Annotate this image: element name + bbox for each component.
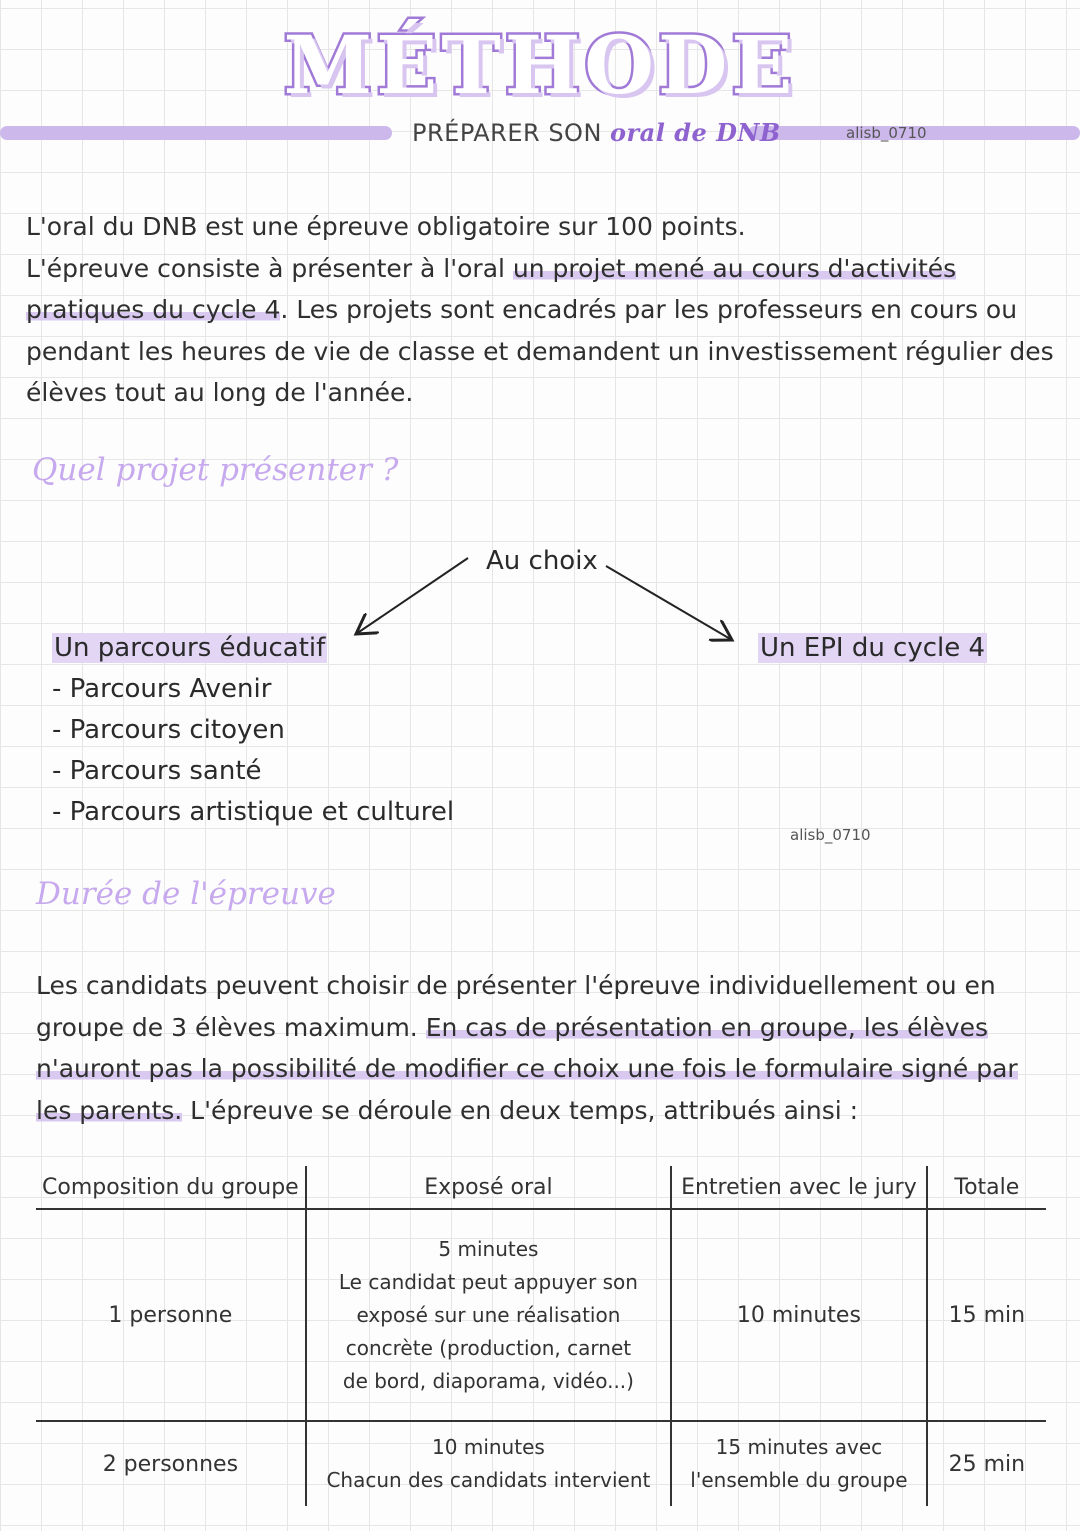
header-cell: Exposé oral [306,1166,671,1209]
duration-paragraph [36,965,1046,1131]
arrow-left [356,558,468,634]
list-item: - Parcours artistique et culturel [52,797,455,827]
cell-total: 15 min [948,1302,1026,1328]
section-heading-duration: Durée de l'épreuve [36,876,336,912]
choice-label: Au choix [486,546,598,576]
author-credit: alisb_0710 [846,124,927,142]
intro-line2 [26,248,1056,414]
cell-group: 2 personnes [36,1421,306,1506]
duration-text-end: L'épreuve se déroule en deux temps, attribués ainsi : [190,1095,859,1125]
intro-highlight: un projet mené au cours d'activités pratiques du cycle 4 [26,253,957,324]
table-header-row [36,1166,1046,1209]
intro-line1: L'oral du DNB est une épreuve obligatoire sur 100 points. [26,212,746,241]
arrow-right [606,566,732,640]
duration-table [36,1166,1046,1506]
intro-paragraph [26,206,1056,414]
header-band-left [0,126,392,140]
cell-entretien: 15 minutes avec l'ensemble du groupe [671,1421,927,1506]
intro-text-end: . Les projets sont encadrés par les professeurs en cours ou pendant les heures de vie de classe et demandent un investissement régulier des élèves tout au long de l'année. [26,295,1054,407]
table-row [36,1209,1046,1421]
parcours-title-text: Un parcours éducatif [54,633,326,663]
duration-highlight: En cas de présentation en groupe, les élèves n'auront pas la possibilité de modifier ce choix une fois le formulaire signé par les parents. [36,1012,1018,1125]
epi-option [758,628,987,669]
cell-group: 1 personne [36,1209,306,1421]
cell-expose [306,1421,671,1506]
duration-text: Les candidats peuvent choisir de présenter l'épreuve individuellement ou en groupe de 3 élèves maximum. [36,971,996,1042]
intro-text: L'épreuve consiste à présenter à l'oral [26,253,505,283]
header-cell: Composition du groupe [36,1166,306,1209]
table-row [36,1421,1046,1506]
header-cell: Totale [927,1166,1046,1209]
parcours-title [52,628,454,669]
expose-note: Le candidat peut appuyer son exposé sur une réalisation concrète (production, carnet de bord, diaporama, vidéo...) [338,1269,638,1393]
expose-time: 10 minutes [432,1435,545,1459]
list-item: - Parcours citoyen [52,715,285,745]
list-item: - Parcours santé [52,756,262,786]
cell-entretien: 10 minutes [671,1209,927,1421]
expose-note: Chacun des candidats intervient [326,1468,651,1492]
section-heading-project: Quel projet présenter ? [32,452,399,488]
list-item: - Parcours Avenir [52,674,272,704]
cell-total: 25 min [927,1421,1046,1506]
epi-title: Un EPI du cycle 4 [760,633,986,663]
subtitle [412,118,781,147]
parcours-list [52,628,454,833]
author-credit-2: alisb_0710 [790,826,871,844]
cell-expose [306,1209,671,1421]
subtitle-script: oral de DNB [610,118,781,147]
header-cell: Entretien avec le jury [671,1166,927,1209]
subtitle-prefix: PRÉPARER SON [412,119,602,147]
page-title: MÉTHODE [283,18,797,112]
expose-time: 5 minutes [438,1236,539,1261]
